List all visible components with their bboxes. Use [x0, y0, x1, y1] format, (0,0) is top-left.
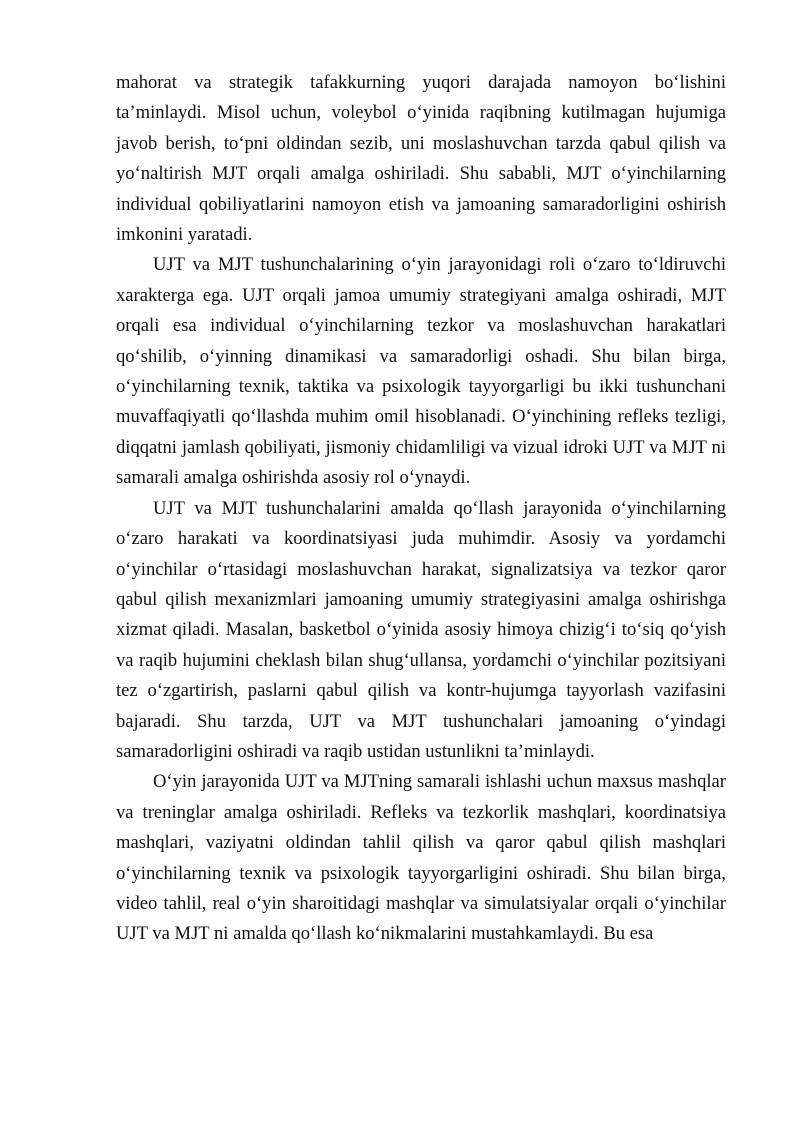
document-page [116, 68, 726, 950]
paragraph-1: mahorat va strategik tafakkurning yuqori darajada namoyon bo‘lishini ta’minlaydi. Misol uchun, voleybol o‘yinida raqibning kutilmagan hujumiga javob berish, to‘pni oldindan sezib, uni moslashuvchan tarzda qabul qilish va yo‘naltirish MJT orqali amalga oshiriladi. Shu sababli, MJT o‘yinchilarning individual qobiliyatlarini namoyon etish va jamoaning samaradorligini oshirish imkonini yaratadi. [116, 72, 726, 246]
paragraph-2: UJT va MJT tushunchalarining o‘yin jarayonidagi roli o‘zaro to‘ldiruvchi xarakterga ega. UJT orqali jamoa umumiy strategiyani amalga oshiradi, MJT orqali esa individual o‘yinchilarning tezkor va moslashuvchan harakatlari qo‘shilib, o‘yinning dinamikasi va samaradorligi oshadi. Shu bilan birga, o‘yinchilarning texnik, taktika va psixologik tayyorgarligi bu ikki tushunchani muvaffaqiyatli qo‘llashda muhim omil hisoblanadi. O‘yinchining refleks tezligi, diqqatni jamlash qobiliyati, jismoniy chidamliligi va vizual idroki UJT va MJT ni samarali amalga oshirishda asosiy rol o‘ynaydi. [116, 254, 726, 489]
paragraph-3: UJT va MJT tushunchalarini amalda qo‘llash jarayonida o‘yinchilarning o‘zaro harakati va koordinatsiyasi juda muhimdir. Asosiy va yordamchi o‘yinchilar o‘rtasidagi moslashuvchan harakat, signalizatsiya va tezkor qaror qabul qilish mexanizmlari jamoaning umumiy strategiyasini amalga oshirishga xizmat qiladi. Masalan, basketbol o‘yinida asosiy himoya chizig‘i to‘siq qo‘yish va raqib hujumini cheklash bilan shug‘ullansa, yordamchi o‘yinchilar pozitsiyani tez o‘zgartirish, paslarni qabul qilish va kontr-hujumga tayyorlash vazifasini bajaradi. Shu tarzda, UJT va MJT tushunchalari jamoaning o‘yindagi samaradorligini oshiradi va raqib ustidan ustunlikni ta’minlaydi. [116, 497, 726, 762]
paragraph-4: O‘yin jarayonida UJT va MJTning samarali ishlashi uchun maxsus mashqlar va treninglar amalga oshiriladi. Refleks va tezkorlik mashqlari, koordinatsiya mashqlari, vaziyatni oldindan tahlil qilish va qaror qabul qilish mashqlari o‘yinchilarning texnik va psixologik tayyorgarligini oshiradi. Shu bilan birga, video tahlil, real o‘yin sharoitidagi mashqlar va simulatsiyalar orqali o‘yinchilar UJT va MJT ni amalda qo‘llash ko‘nikmalarini mustahkamlaydi. Bu esa [116, 771, 726, 945]
